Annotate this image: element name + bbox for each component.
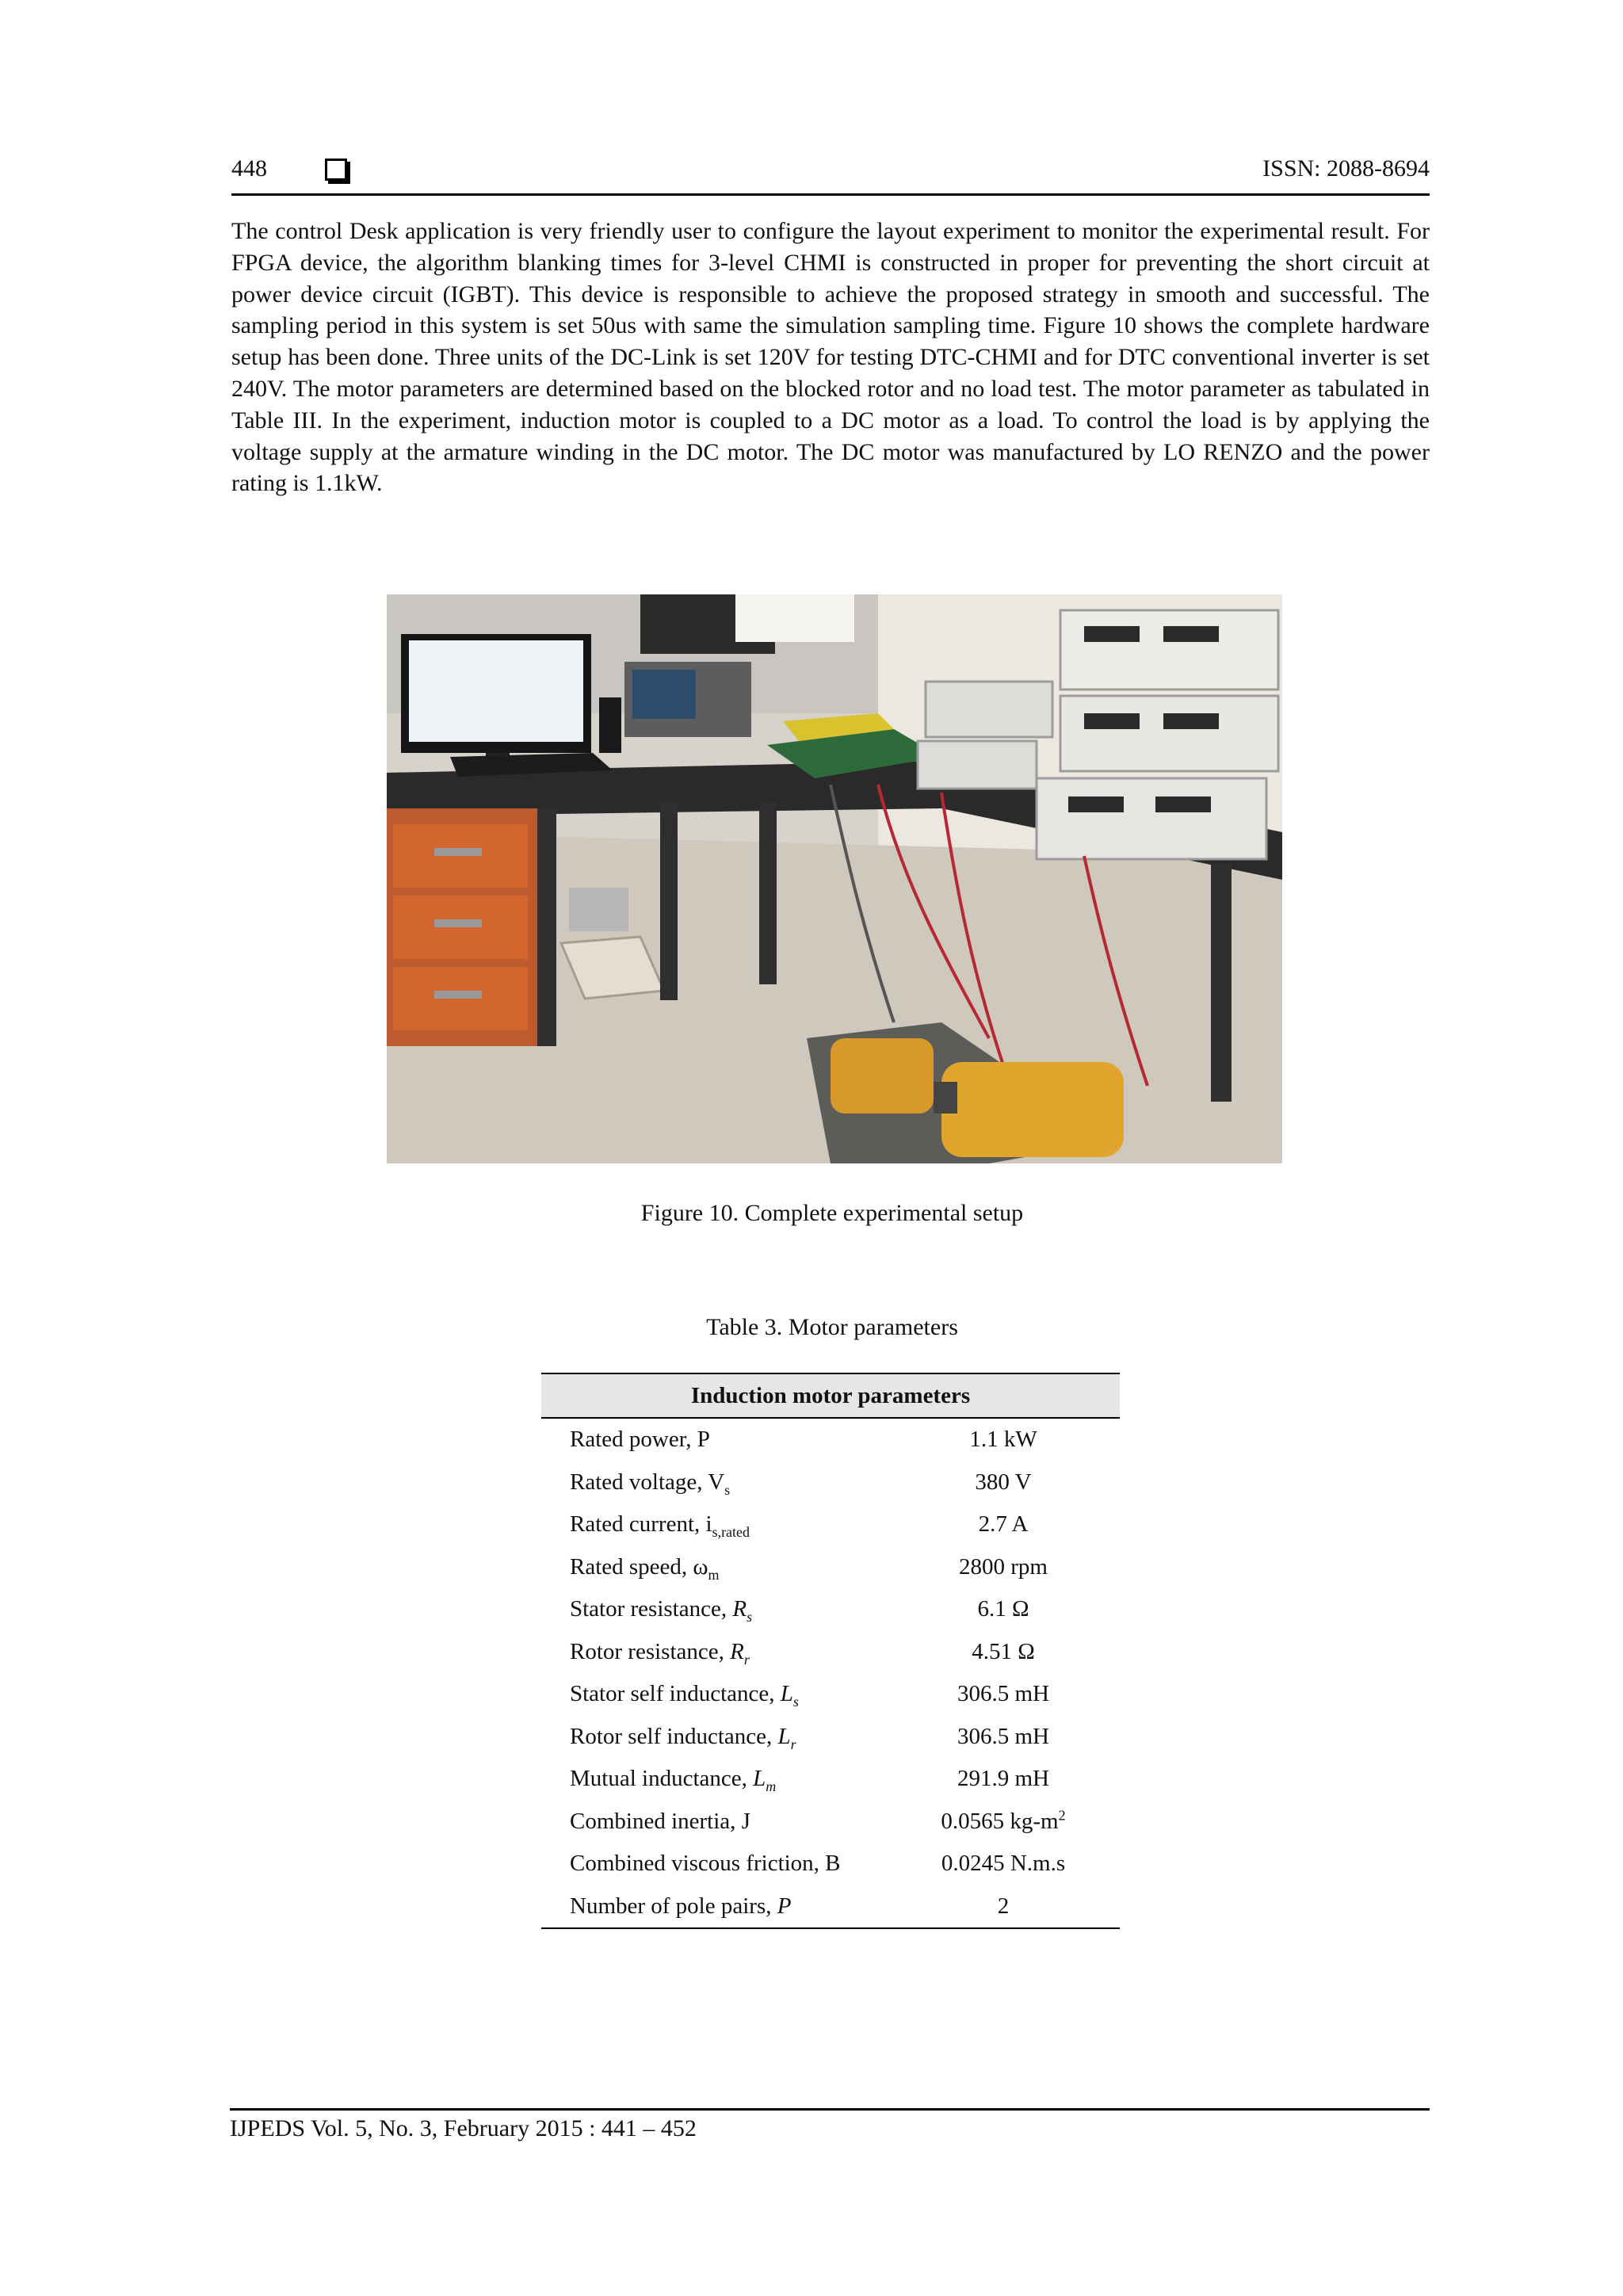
page-number: 448 (231, 155, 267, 181)
parameter-value: 1.1 kW (969, 1427, 1037, 1453)
parameter-name: Rotor resistance, $R_r$ (570, 1638, 750, 1668)
parameter-value: 2 (887, 1885, 1120, 1929)
table-row (541, 1503, 1120, 1546)
figure-caption: Figure 10. Complete experimental setup (640, 1200, 1024, 1226)
parameter-name: Rated voltage, $V_s$ (570, 1469, 731, 1498)
parameter-value: 0.0565 $kg-m^2$ (941, 1807, 1066, 1834)
parameter-value: 291.9 mH (957, 1766, 1049, 1792)
parameter-value: 4.51 Ω (972, 1638, 1035, 1664)
journal-citation: IJPEDS Vol. 5, No. 3, February 2015 : 441 – 452 (230, 2115, 697, 2141)
parameter-name: Combined viscous friction, B (570, 1851, 841, 1877)
table-row (541, 1758, 1120, 1801)
table-row (541, 1716, 1120, 1759)
parameter-name: Stator self inductance, $L_s$ (570, 1681, 799, 1710)
table-header: Induction motor parameters (541, 1373, 1120, 1418)
parameter-name: Number of pole pairs, P (541, 1885, 887, 1929)
table-row (541, 1801, 1120, 1843)
table-row (541, 1673, 1120, 1716)
experimental-setup-photo (387, 594, 1282, 1163)
parameter-name: Combined inertia, J (570, 1808, 750, 1834)
parameter-name: Rated speed, $\omega_m$ (570, 1553, 720, 1583)
table-header-row (541, 1373, 1120, 1418)
parameter-value: 2800 rpm (959, 1553, 1048, 1580)
table-row (541, 1418, 1120, 1461)
parameter-name: Mutual inductance, $L_m$ (570, 1766, 777, 1795)
page-footer (230, 2108, 1430, 2142)
parameter-value: 2.7 A (978, 1511, 1029, 1538)
table-row (541, 1631, 1120, 1674)
parameter-value: 380 V (975, 1469, 1032, 1495)
parameter-value: 0.0245 N.m.s (941, 1851, 1066, 1877)
page-header (231, 155, 1430, 196)
parameter-name: Rotor self inductance, $L_r$ (570, 1723, 796, 1752)
table-row (541, 1461, 1120, 1504)
parameter-value: 6.1 Ω (977, 1596, 1029, 1622)
table-row (541, 1843, 1120, 1885)
table-caption: Table 3. Motor parameters (706, 1314, 958, 1340)
parameter-value: 306.5 mH (957, 1681, 1049, 1707)
parameter-name: Rated power, P (570, 1427, 710, 1453)
parameter-value: 306.5 mH (957, 1723, 1049, 1749)
table-row (541, 1546, 1120, 1589)
table-row (541, 1885, 1120, 1929)
motor-parameters-table (541, 1373, 1120, 1929)
checkbox-square-icon (325, 159, 347, 181)
lab-bench-illustration (387, 594, 1282, 1163)
parameter-name: Rated current, $i_{s,rated}$ (570, 1511, 750, 1541)
parameter-name: Stator resistance, $R_s$ (570, 1596, 753, 1626)
body-paragraph: The control Desk application is very friendly user to configure the layout experiment to monitor the experimental result. For FPGA device, the algorithm blanking times for 3-level CHMI is constructed in proper for preventing the short circuit at power device circuit (IGBT). This device is responsible to achieve the proposed strategy in smooth and successful. The sampling period in this system is set 50us with same the simulation sampling time. Figure 10 shows the complete hardware setup has been done. Three units of the DC-Link is set 120V for testing DTC-CHMI and for DTC conventional inverter is set 240V. The motor parameters are determined based on the blocked rotor and no load test. The motor parameter as tabulated in Table III. In the experiment, induction motor is coupled to a DC motor as a load. To control the load is by applying the voltage supply at the armature winding in the DC motor. The DC motor was manufactured by LO RENZO and the power rating is 1.1kW. (231, 218, 1430, 497)
table-body (541, 1418, 1120, 1928)
journal-issn: ISSN: 2088-8694 (1262, 155, 1430, 181)
table-row (541, 1588, 1120, 1631)
